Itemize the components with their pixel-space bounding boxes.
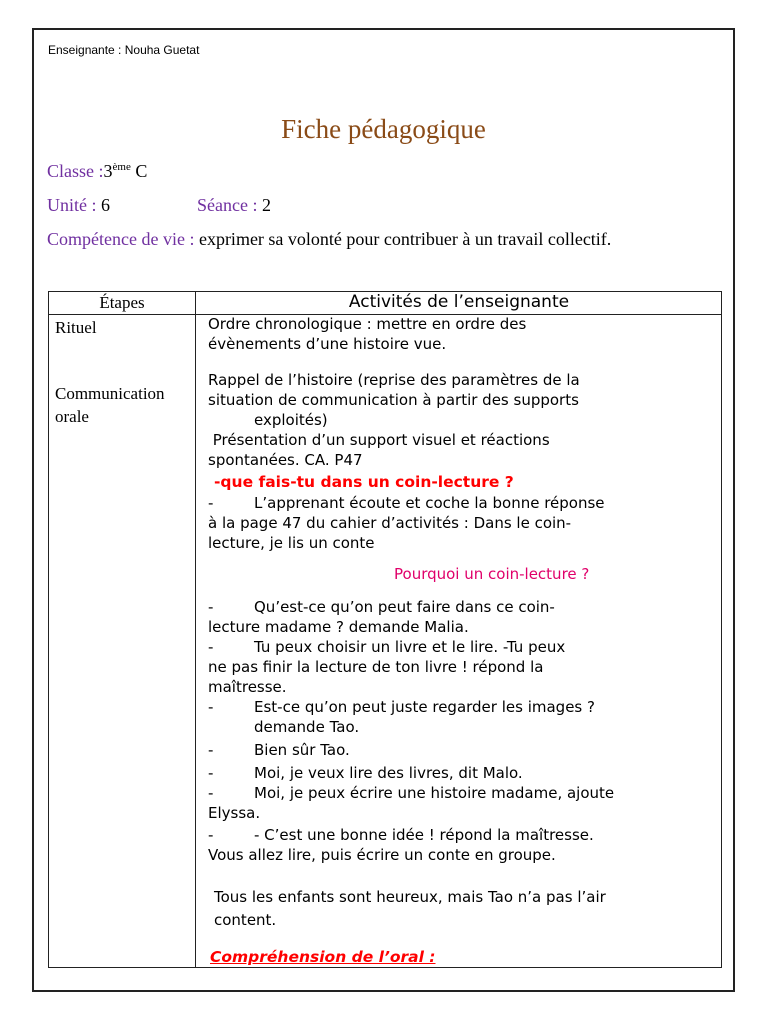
text-line: évènements d’une histoire vue. — [208, 335, 447, 353]
rituel-text — [208, 314, 718, 354]
bullet-dash: - — [208, 598, 214, 616]
classe-label: Classe : — [47, 161, 104, 181]
teacher-name: Enseignante : Nouha Guetat — [48, 43, 200, 57]
unite-line — [47, 195, 110, 216]
text-line: Tu peux choisir un livre et le lire. -Tu peux — [254, 638, 566, 656]
text-line: Tous les enfants sont heureux, mais Tao n’a pas l’air — [214, 888, 606, 906]
unite-label: Unité : — [47, 195, 97, 215]
page-title: Fiche pédagogique — [281, 114, 486, 144]
text-line: Ordre chronologique : mettre en ordre des — [208, 315, 527, 333]
activities-table — [48, 291, 722, 968]
bullet-dash: - — [208, 826, 214, 844]
document-page — [32, 28, 735, 992]
text-line: lecture madame ? demande Malia. — [208, 618, 469, 636]
text-line: demande Tao. — [254, 718, 360, 736]
column-divider — [195, 292, 196, 967]
dialogue-block — [208, 597, 718, 865]
seance-value: 2 — [257, 195, 271, 215]
classe-letter: C — [130, 161, 148, 181]
ecoute-item — [208, 493, 718, 553]
text-line: Rappel de l’histoire (reprise des paramètres de la — [208, 371, 580, 389]
text-line: - C’est une bonne idée ! répond la maîtresse. — [254, 826, 594, 844]
text-line: L’apprenant écoute et coche la bonne réponse — [254, 494, 605, 512]
text-line: à la page 47 du cahier d’activités : Dans le coin- — [208, 514, 572, 532]
rappel-text — [208, 370, 718, 470]
text-line: Moi, je peux écrire une histoire madame, ajoute — [254, 784, 615, 802]
classe-line — [47, 161, 147, 182]
classe-superscript: ème — [112, 161, 131, 173]
text-line: Qu’est-ce qu’on peut faire dans ce coin- — [254, 598, 555, 616]
competence-line — [47, 229, 611, 250]
question-heading: -que fais-tu dans un coin-lecture ? — [214, 473, 514, 491]
column-header-etapes: Étapes — [99, 293, 145, 312]
bullet-dash: - — [208, 784, 214, 802]
text-line: Présentation d’un support visuel et réactions — [208, 431, 550, 449]
seance-label: Séance : — [197, 195, 258, 215]
text-line: Est-ce qu’on peut juste regarder les images ? — [254, 698, 595, 716]
text-line: lecture, je lis un conte — [208, 534, 375, 552]
pourquoi-heading: Pourquoi un coin-lecture ? — [394, 565, 590, 583]
bullet-dash: - — [208, 698, 214, 716]
column-header-activites: Activités de l’enseignante — [348, 292, 570, 312]
bullet-dash: - — [208, 494, 214, 512]
text-line: ne pas finir la lecture de ton livre ! répond la — [208, 658, 544, 676]
text-line: maîtresse. — [208, 678, 287, 696]
text-line: situation de communication à partir des supports — [208, 391, 579, 409]
classe-number: 3 — [103, 161, 113, 181]
text-line: Elyssa. — [208, 804, 261, 822]
etape-communication-orale: Communication orale — [55, 384, 165, 426]
conclusion-text — [214, 886, 724, 932]
competence-label: Compétence de vie : — [47, 229, 195, 249]
bullet-dash: - — [208, 764, 214, 782]
seance-line — [197, 195, 271, 216]
text-line: exploités) — [254, 411, 328, 429]
text-line: spontanées. CA. P47 — [208, 451, 363, 469]
bullet-dash: - — [208, 741, 214, 759]
text-line: Bien sûr Tao. — [254, 741, 350, 759]
comprehension-heading — [210, 947, 720, 967]
text-line: content. — [214, 911, 277, 929]
competence-value: exprimer sa volonté pour contribuer à un travail collectif. — [194, 229, 612, 249]
text-line: Vous allez lire, puis écrire un conte en groupe. — [208, 846, 556, 864]
unite-value: 6 — [96, 195, 110, 215]
comprehension-label: Compréhension de l’oral : — [210, 948, 436, 966]
bullet-dash: - — [208, 638, 214, 656]
etape-rituel: Rituel — [55, 318, 97, 337]
text-line: Moi, je veux lire des livres, dit Malo. — [254, 764, 523, 782]
